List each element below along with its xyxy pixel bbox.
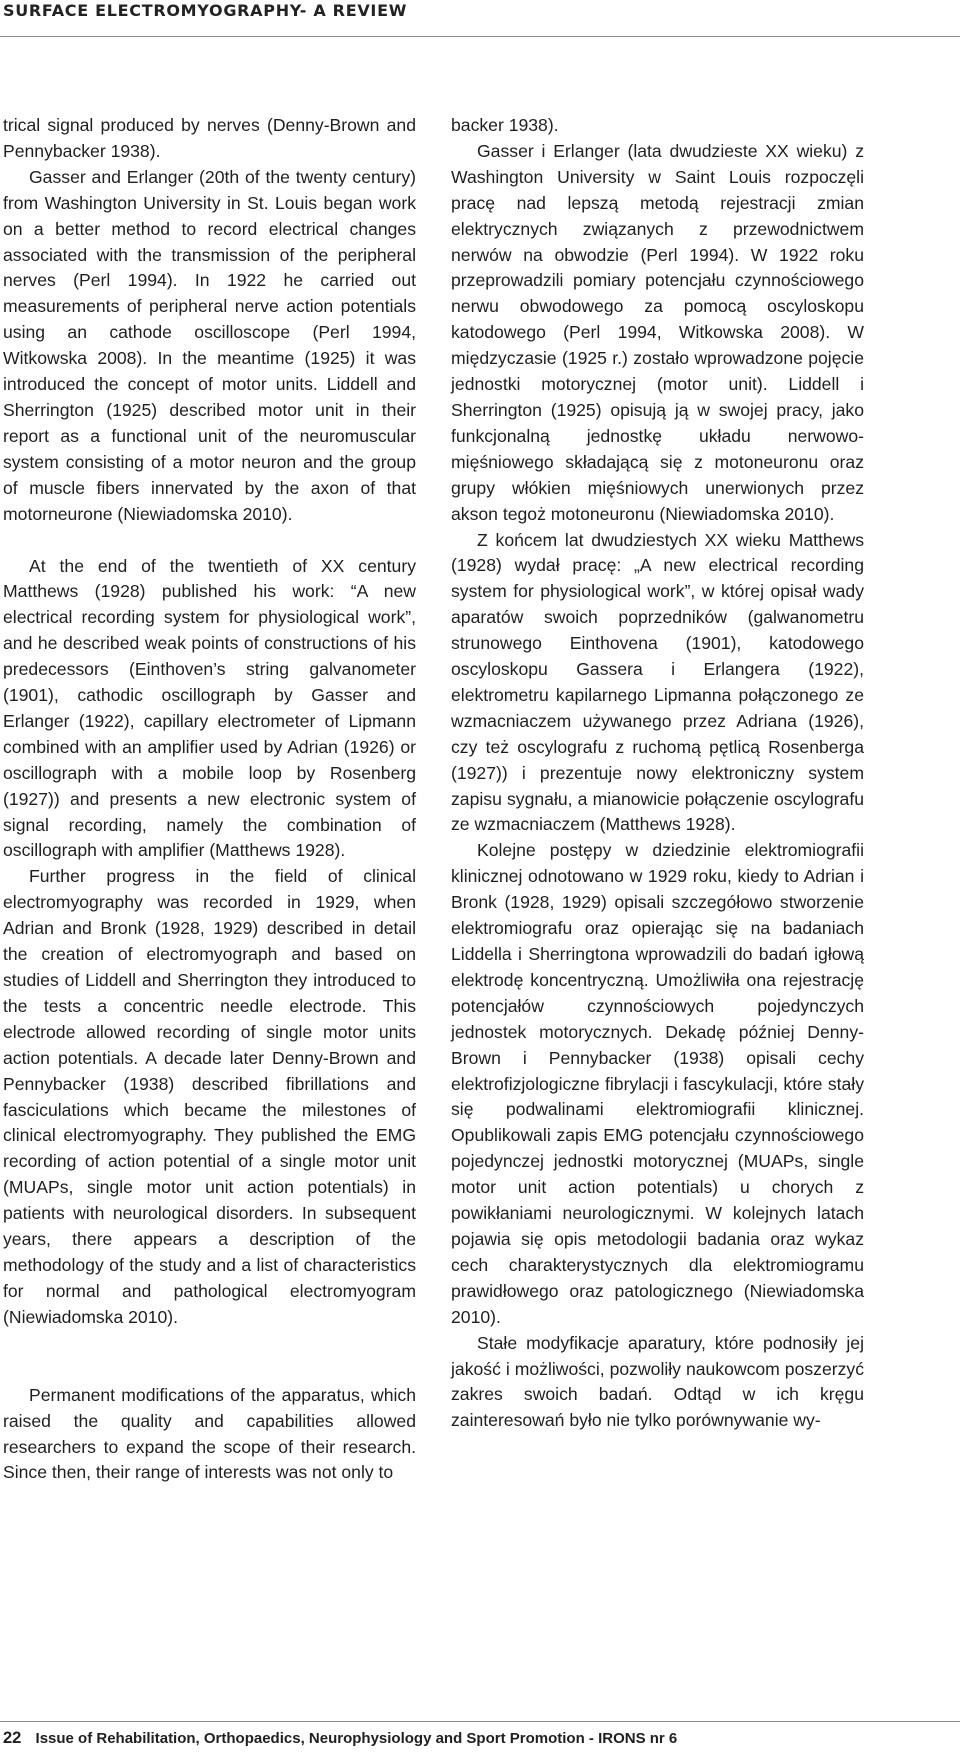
paragraph: Stałe modyfikacje aparatury, które podnosiły jej jakość i możliwości, pozwoliły naukowcom poszerzyć zakres swoich badań. Odtąd w ich kręgu zainteresowań było nie tylko porównywanie wy- xyxy=(451,1332,864,1431)
paragraph: Further progress in the field of clinical electromyography was recorded in 1929, when Adrian and Bronk (1928, 1929) described in detail the creation of electromyograph and based on studies of Liddell and Sherrington they introduced to the tests a concentric needle electrode. This electrode allowed recording of single motor units action potentials. A decade later Denny-Brown and Pennybacker (1938) described fibrillations and fasciculations which became the milestones of clinical electromyography. They published the EMG recording of action potential of a single motor unit (MUAPs, single motor unit action potentials) in patients with neurological disorders. In subsequent years, there appears a description of the methodology of the study and a list of characteristics for normal and pathological electromyogram (Niewiadomska 2010). xyxy=(3,866,416,1327)
paragraph: Gasser and Erlanger (20th of the twenty century) from Washington University in St. Louis began work on a better method to record electrical changes associated with the transmission of the peripheral nerves (Perl 1994). In 1922 he carried out measurements of peripheral nerve action potentials using an cathode oscilloscope (Perl 1994, Witkowska 2008). In the meantime (1925) it was introduced the concept of motor units. Liddell and Sherrington (1925) described motor unit in their report as a functional unit of the neuromuscular system consisting of a motor neuron and the group of muscle fibers innervated by the axon of that motorneurone (Niewiadomska 2010). xyxy=(3,166,416,524)
paragraph: Gasser i Erlanger (lata dwudzieste XX wieku) z Washington University w Saint Louis rozpoczęli pracę nad lepszą metodą rejestracji zmian elektrycznych związanych z przewodnictwem nerwów na obwodzie (Perl 1994). W 1922 roku przeprowadzili pomiary potencjału czynnościowego nerwu obwodowego za pomocą oscyloskopu katodowego (Perl 1994, Witkowska 2008). W międzyczasie (1925 r.) zostało wprowadzone pojęcie jednostki motorycznej (motor unit). Liddell i Sherrington (1925) opisują ją w swojej pracy, jako funkcjonalną jednostkę układu nerwowo-mięśniowego składającą się z motoneuronu oraz grupy włókien mięśniowych unerwionych przez akson tegoż motoneuronu (Niewiadomska 2010). xyxy=(451,140,864,524)
english-column xyxy=(3,113,416,1486)
polish-column xyxy=(451,113,864,1434)
footer-divider xyxy=(0,1721,960,1722)
running-title: SURFACE ELECTROMYOGRAPHY- A REVIEW xyxy=(3,1,408,20)
paragraph: At the end of the twentieth of XX century Matthews (1928) published his work: “A new electrical recording system for physiological work”, and he described weak points of constructions of his predecessors (Einthoven’s string galvanometer (1901), cathodic oscillograph by Gasser and Erlanger (1922), capillary electrometer of Lipmann combined with an amplifier used by Adrian (1926) or oscillograph with a mobile loop by Rosenberg (1927)) and presents a new electronic system of signal recording, namely the combination of oscillograph with amplifier (Matthews 1928). xyxy=(3,555,416,861)
paragraph: Z końcem lat dwudziestych XX wieku Matthews (1928) wydał pracę: „A new electrical recording system for physiological work”, w której opisał wady aparatów swoich poprzedników (galwanometru strunowego Einthovena (1901), katodowego oscyloskopu Gassera i Erlangera (1922), elektrometru kapilarnego Lipmanna połączonego ze wzmacniaczem używanego przez Adriana (1926), czy też oscylografu z ruchomą pętlicą Rosenberga (1927)) i prezentuje nowy elektroniczny system zapisu sygnału, a mianowicie połączenie oscylografu ze wzmacniaczem (Matthews 1928). xyxy=(451,529,864,835)
paragraph: Permanent modifications of the apparatus, which raised the quality and capabilities allowed researchers to expand the scope of their research. Since then, their range of interests was not only to xyxy=(3,1384,416,1483)
paragraph: trical signal produced by nerves (Denny-Brown and Pennybacker 1938). xyxy=(3,115,416,161)
page-footer xyxy=(3,1727,677,1749)
header-divider xyxy=(0,36,960,37)
paragraph: Kolejne postępy w dziedzinie elektromiografii klinicznej odnotowano w 1929 roku, kiedy to Adrian i Bronk (1928, 1929) opisali szczegółowo stworzenie elektromiografu oraz opierając się na badaniach Liddella i Sherringtona wprowadzili do badań igłową elektrodę koncentryczną. Umożliwiła ona rejestrację potencjałów czynnościowych pojedynczych jednostek motorycznych. Dekadę później Denny-Brown i Pennybacker (1938) opisali cechy elektrofizjologiczne fibrylacji i fascykulacji, które stały się podwalinami elektromiografii klinicznej. Opublikowali zapis EMG potencjału czynnościowego pojedynczej jednostki motorycznej (MUAPs, single motor unit action potentials) u chorych z powikłaniami neurologicznymi. W kolejnych latach pojawia się opis metodologii badania oraz wykaz cech charakterystycznych dla elektromiogramu prawidłowego oraz patologicznego (Niewiadomska 2010). xyxy=(451,840,864,1327)
page-number: 22 xyxy=(3,1729,22,1747)
paragraph: backer 1938). xyxy=(451,115,559,135)
journal-title: Issue of Rehabilitation, Orthopaedics, Neurophysiology and Sport Promotion - IRONS nr 6 xyxy=(35,1730,678,1747)
